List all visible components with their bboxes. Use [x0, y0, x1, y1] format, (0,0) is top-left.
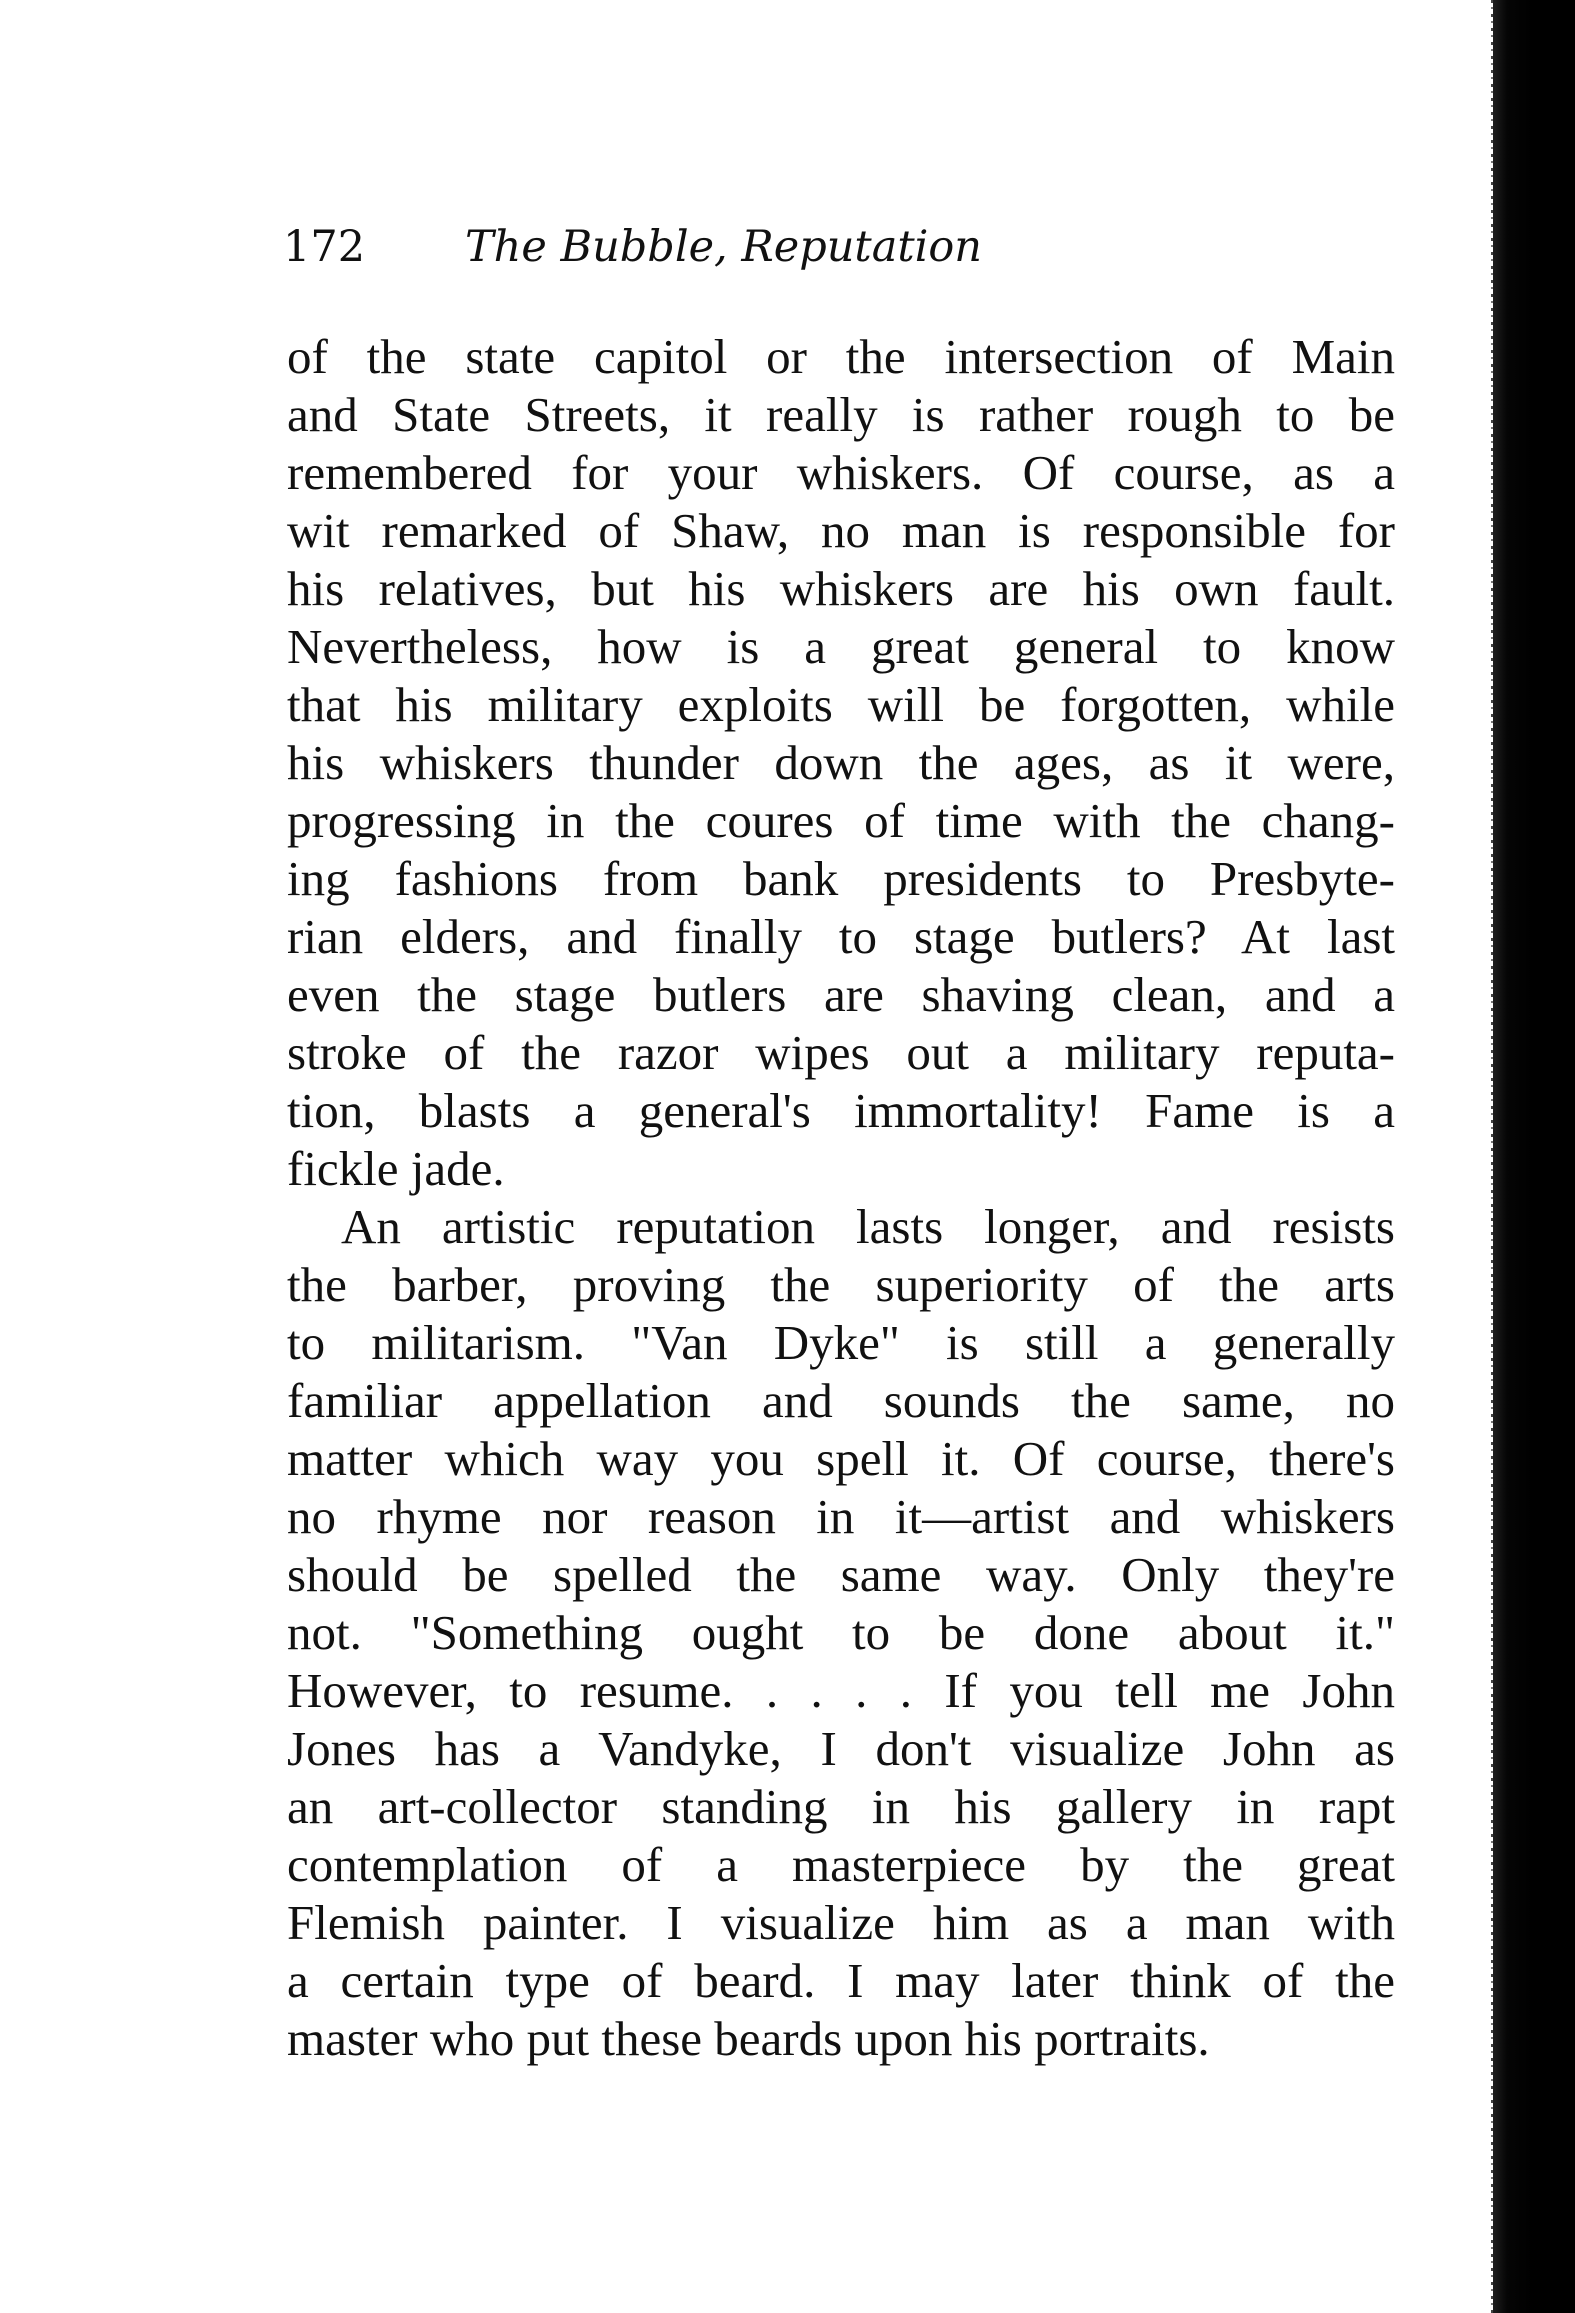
text-line: a certain type of beard. I may later think of the: [287, 1953, 1395, 2008]
book-binding-shadow: [1493, 0, 1575, 2313]
body-text: [287, 328, 1395, 2068]
text-line: Nevertheless, how is a great general to know: [287, 619, 1395, 674]
text-line: fickle jade.: [287, 1141, 505, 1196]
text-line: progressing in the coures of time with the chang-: [287, 793, 1395, 848]
text-line: master who put these beards upon his portraits.: [287, 2011, 1210, 2066]
text-line: familiar appellation and sounds the same, no: [287, 1373, 1395, 1428]
text-line: However, to resume. . . . . If you tell me John: [287, 1663, 1395, 1718]
text-line: ing fashions from bank presidents to Presbyte-: [287, 851, 1395, 906]
text-line: not. "Something ought to be done about it.": [287, 1605, 1395, 1660]
text-line: remembered for your whiskers. Of course, as a: [287, 445, 1395, 500]
text-line: should be spelled the same way. Only they're: [287, 1547, 1395, 1602]
text-line: an art-collector standing in his gallery in rapt: [287, 1779, 1395, 1834]
text-line: his whiskers thunder down the ages, as it were,: [287, 735, 1395, 790]
text-line: tion, blasts a general's immortality! Fame is a: [287, 1083, 1395, 1138]
text-line: wit remarked of Shaw, no man is responsible for: [287, 503, 1395, 558]
text-line: stroke of the razor wipes out a military reputa-: [287, 1025, 1395, 1080]
text-line: of the state capitol or the intersection of Main: [287, 329, 1395, 384]
text-line: rian elders, and finally to stage butlers? At last: [287, 909, 1395, 964]
running-title: The Bubble, Reputation: [465, 222, 982, 272]
text-line: Flemish painter. I visualize him as a man with: [287, 1895, 1395, 1950]
text-line: the barber, proving the superiority of the arts: [287, 1257, 1395, 1312]
page-number: 172: [283, 222, 366, 272]
text-line: to militarism. "Van Dyke" is still a generally: [287, 1315, 1395, 1370]
text-line: and State Streets, it really is rather rough to be: [287, 387, 1395, 442]
text-line: that his military exploits will be forgotten, while: [287, 677, 1395, 732]
text-line: his relatives, but his whiskers are his own fault.: [287, 561, 1395, 616]
text-line: no rhyme nor reason in it—artist and whiskers: [287, 1489, 1395, 1544]
text-line: Jones has a Vandyke, I don't visualize John as: [287, 1721, 1395, 1776]
text-line: matter which way you spell it. Of course, there's: [287, 1431, 1395, 1486]
text-line: even the stage butlers are shaving clean, and a: [287, 967, 1395, 1022]
paragraph-first-line: An artistic reputation lasts longer, and resists: [341, 1199, 1395, 1254]
text-line: contemplation of a masterpiece by the great: [287, 1837, 1395, 1892]
